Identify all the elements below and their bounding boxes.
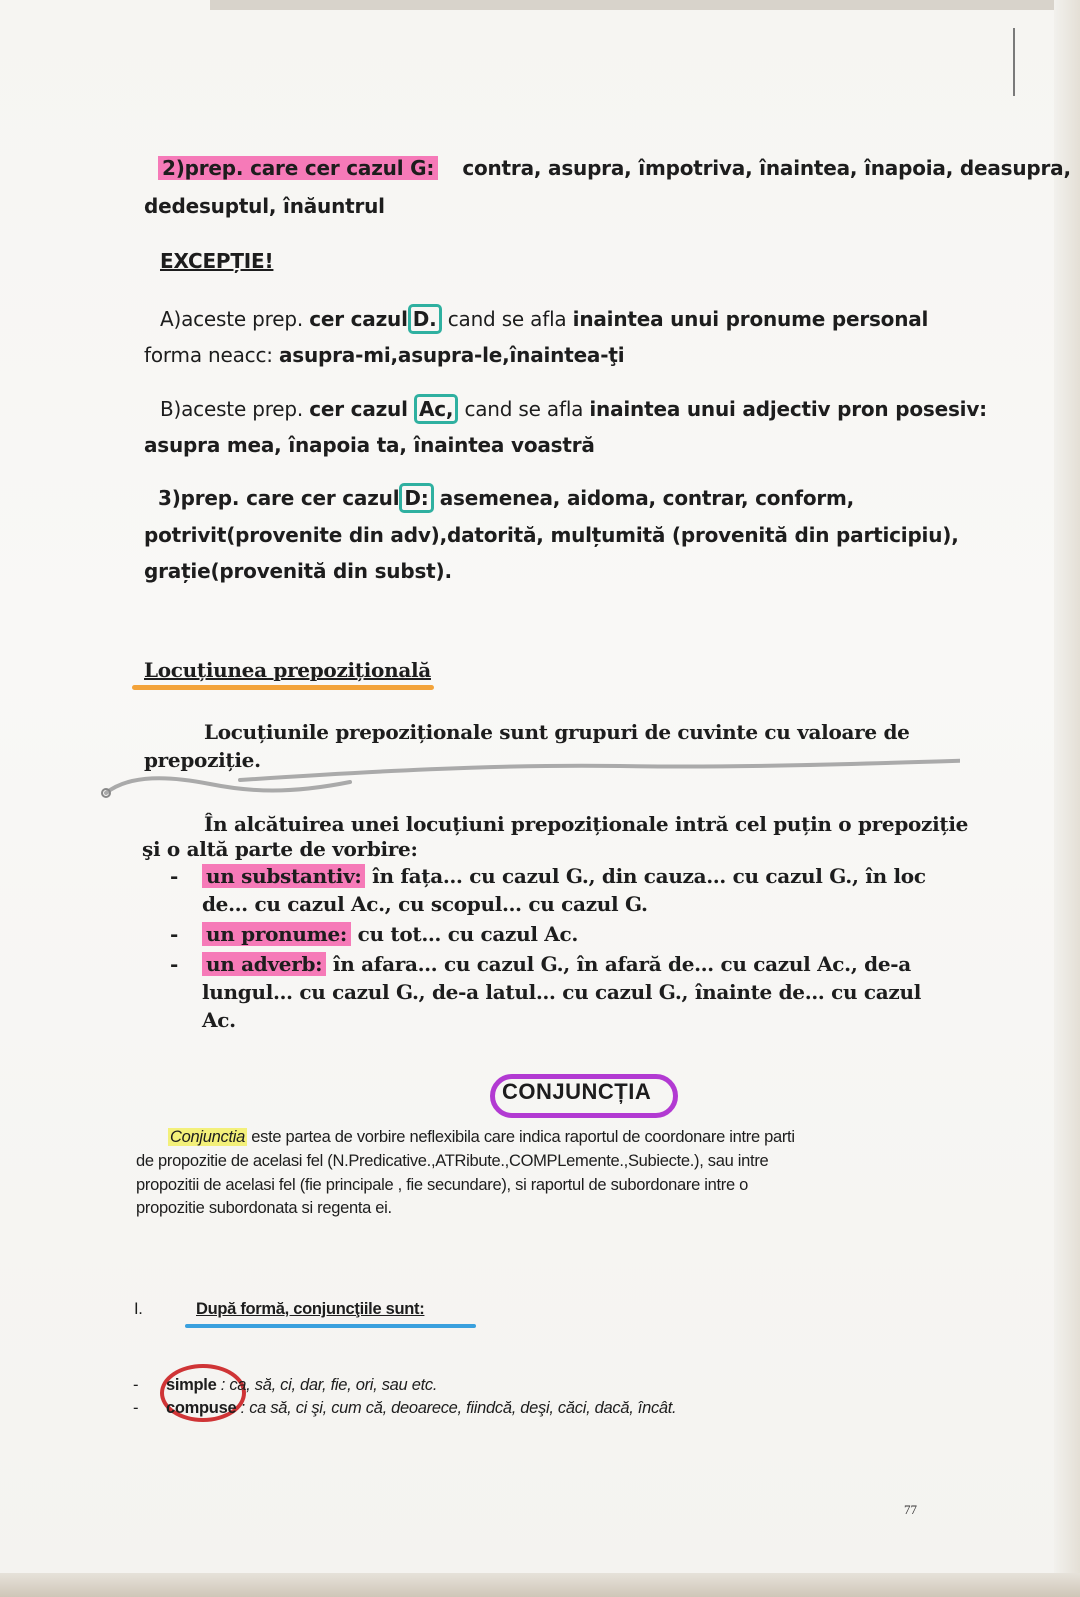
exc-b-lead: B)aceste prep. <box>160 397 304 421</box>
exc-a-cand: cand se afla <box>447 307 567 331</box>
prep-d-text-2: potrivit(provenite din adv),datorită, mulțumită (provenită din participiu), <box>144 523 959 547</box>
prep-d-line-2 <box>144 523 959 547</box>
list-item-substantiv <box>202 864 926 888</box>
adverb-text-2: lungul… cu cazul G., de-a latul… cu cazul G., înainte de… cu cazul <box>202 980 922 1004</box>
form-dash: - <box>133 1399 139 1417</box>
section-number: I. <box>134 1300 143 1318</box>
exc-a-line-1 <box>160 307 928 331</box>
exc-b-case: Ac, <box>418 397 454 421</box>
form-simple-examples: : ca, să, ci, dar, fie, ori, sau etc. <box>220 1376 438 1394</box>
page-bottom-edge <box>0 1573 1080 1597</box>
pen-mark <box>1013 28 1015 96</box>
exc-b-line-2 <box>144 433 595 457</box>
locutiune-intro-2: şi o altă parte de vorbire: <box>142 837 418 861</box>
label-adverb: un adverb: <box>202 952 326 976</box>
form-compuse-examples: : ca să, ci şi, cum că, deoarece, fiindcă, deşi, căci, dacă, încât. <box>240 1399 677 1417</box>
list-item-dash: - <box>170 922 179 946</box>
conjunctia-def-1 <box>168 1128 795 1147</box>
prep-d-case-box <box>399 483 433 513</box>
exceptie-heading <box>160 249 273 273</box>
locutiune-title: Locuțiunea prepozițională <box>144 658 431 682</box>
page-right-edge <box>1054 0 1080 1597</box>
prep-d-line-3 <box>144 559 452 583</box>
locutiune-def-2: prepoziție. <box>144 748 261 772</box>
substantiv-text-1: în fața… cu cazul G., din cauza… cu cazul G., în loc <box>372 864 926 888</box>
form-simple <box>166 1376 437 1395</box>
form-compuse-label: compuse <box>166 1399 237 1417</box>
form-compuse <box>166 1399 676 1418</box>
prep-d-text-1: asemenea, aidoma, contrar, conform, <box>439 486 855 510</box>
prep-d-label: 3)prep. care cer cazul <box>158 486 400 510</box>
prep-g-line-2 <box>144 194 385 218</box>
label-substantiv: un substantiv: <box>202 864 365 888</box>
exc-b-inaintea: inaintea unui adjectiv pron posesiv: <box>589 397 987 421</box>
section-underline <box>185 1324 476 1328</box>
exc-a-case: D. <box>412 307 437 331</box>
substantiv-text-2: de… cu cazul Ac., cu scopul… cu cazul G. <box>202 892 648 916</box>
list-item-dash: - <box>170 952 179 976</box>
prep-g-list-2: dedesuptul, înăuntrul <box>144 194 385 218</box>
locutiune-def-1: Locuțiunile prepoziționale sunt grupuri de cuvinte cu valoare de <box>204 720 910 744</box>
adverb-text-3: Ac. <box>202 1008 236 1032</box>
wavy-underline <box>100 752 960 812</box>
conjunctia-def-4: propozitie subordonata si regenta ei. <box>136 1199 392 1217</box>
exc-a-line-2 <box>144 343 624 367</box>
conjunctia-heading: CONJUNCȚIA <box>502 1079 652 1104</box>
conjunctia-def-2: de propozitie de acelasi fel (N.Predicative.,ATRibute.,COMPLemente.,Subiecte.), sau intre <box>136 1152 769 1170</box>
locutiune-intro-1: În alcătuirea unei locuțiuni prepoziționale intră cel puțin o prepoziție <box>204 812 969 836</box>
exc-a-cer: cer cazul <box>309 307 408 331</box>
prep-d-text-3: grație(provenită din subst). <box>144 559 452 583</box>
exc-a-forma: forma neacc: <box>144 343 273 367</box>
exc-b-case-box <box>414 394 458 424</box>
section-title: După formă, conjuncţiile sunt: <box>196 1300 425 1318</box>
page-top-edge <box>210 0 1080 10</box>
prep-g-label: 2)prep. care cer cazul G: <box>158 156 438 180</box>
label-pronume: un pronume: <box>202 922 351 946</box>
prep-g-list-1: contra, asupra, împotriva, înaintea, înapoia, deasupra, <box>462 156 1071 180</box>
prep-d-line-1 <box>158 486 854 510</box>
exc-b-cand: cand se afla <box>464 397 584 421</box>
exc-a-case-box <box>408 304 442 334</box>
conjunctia-def-text-1: este partea de vorbire neflexibila care indica raportul de coordonare intre parti <box>251 1128 795 1146</box>
form-dash: - <box>133 1376 139 1394</box>
prep-g-line <box>158 156 1071 180</box>
exc-a-lead: A)aceste prep. <box>160 307 304 331</box>
exc-a-examples: asupra-mi,asupra-le,înaintea-ţi <box>278 343 625 367</box>
list-item-dash: - <box>170 864 179 888</box>
exc-a-inaintea: inaintea unui pronume personal <box>572 307 929 331</box>
exc-b-cer: cer cazul <box>309 397 408 421</box>
exc-b-line-1 <box>160 397 987 421</box>
list-item-pronume <box>202 922 578 946</box>
exceptie-text: EXCEPȚIE! <box>160 249 274 273</box>
locutiune-underline <box>132 685 434 690</box>
form-simple-label: simple <box>166 1376 217 1394</box>
prep-d-case: D: <box>404 486 429 510</box>
pronume-text-1: cu tot… cu cazul Ac. <box>357 922 579 946</box>
list-item-adverb <box>202 952 911 976</box>
exc-b-examples: asupra mea, înapoia ta, înaintea voastră <box>144 433 595 457</box>
page-number: 77 <box>904 1502 917 1517</box>
conjunctia-term: Conjunctia <box>170 1128 245 1146</box>
conjunctia-def-3: propozitii de acelasi fel (fie principale , fie secundare), si raportul de subordonare intre o <box>136 1176 748 1194</box>
adverb-text-1: în afara… cu cazul G., în afară de… cu cazul Ac., de-a <box>332 952 911 976</box>
